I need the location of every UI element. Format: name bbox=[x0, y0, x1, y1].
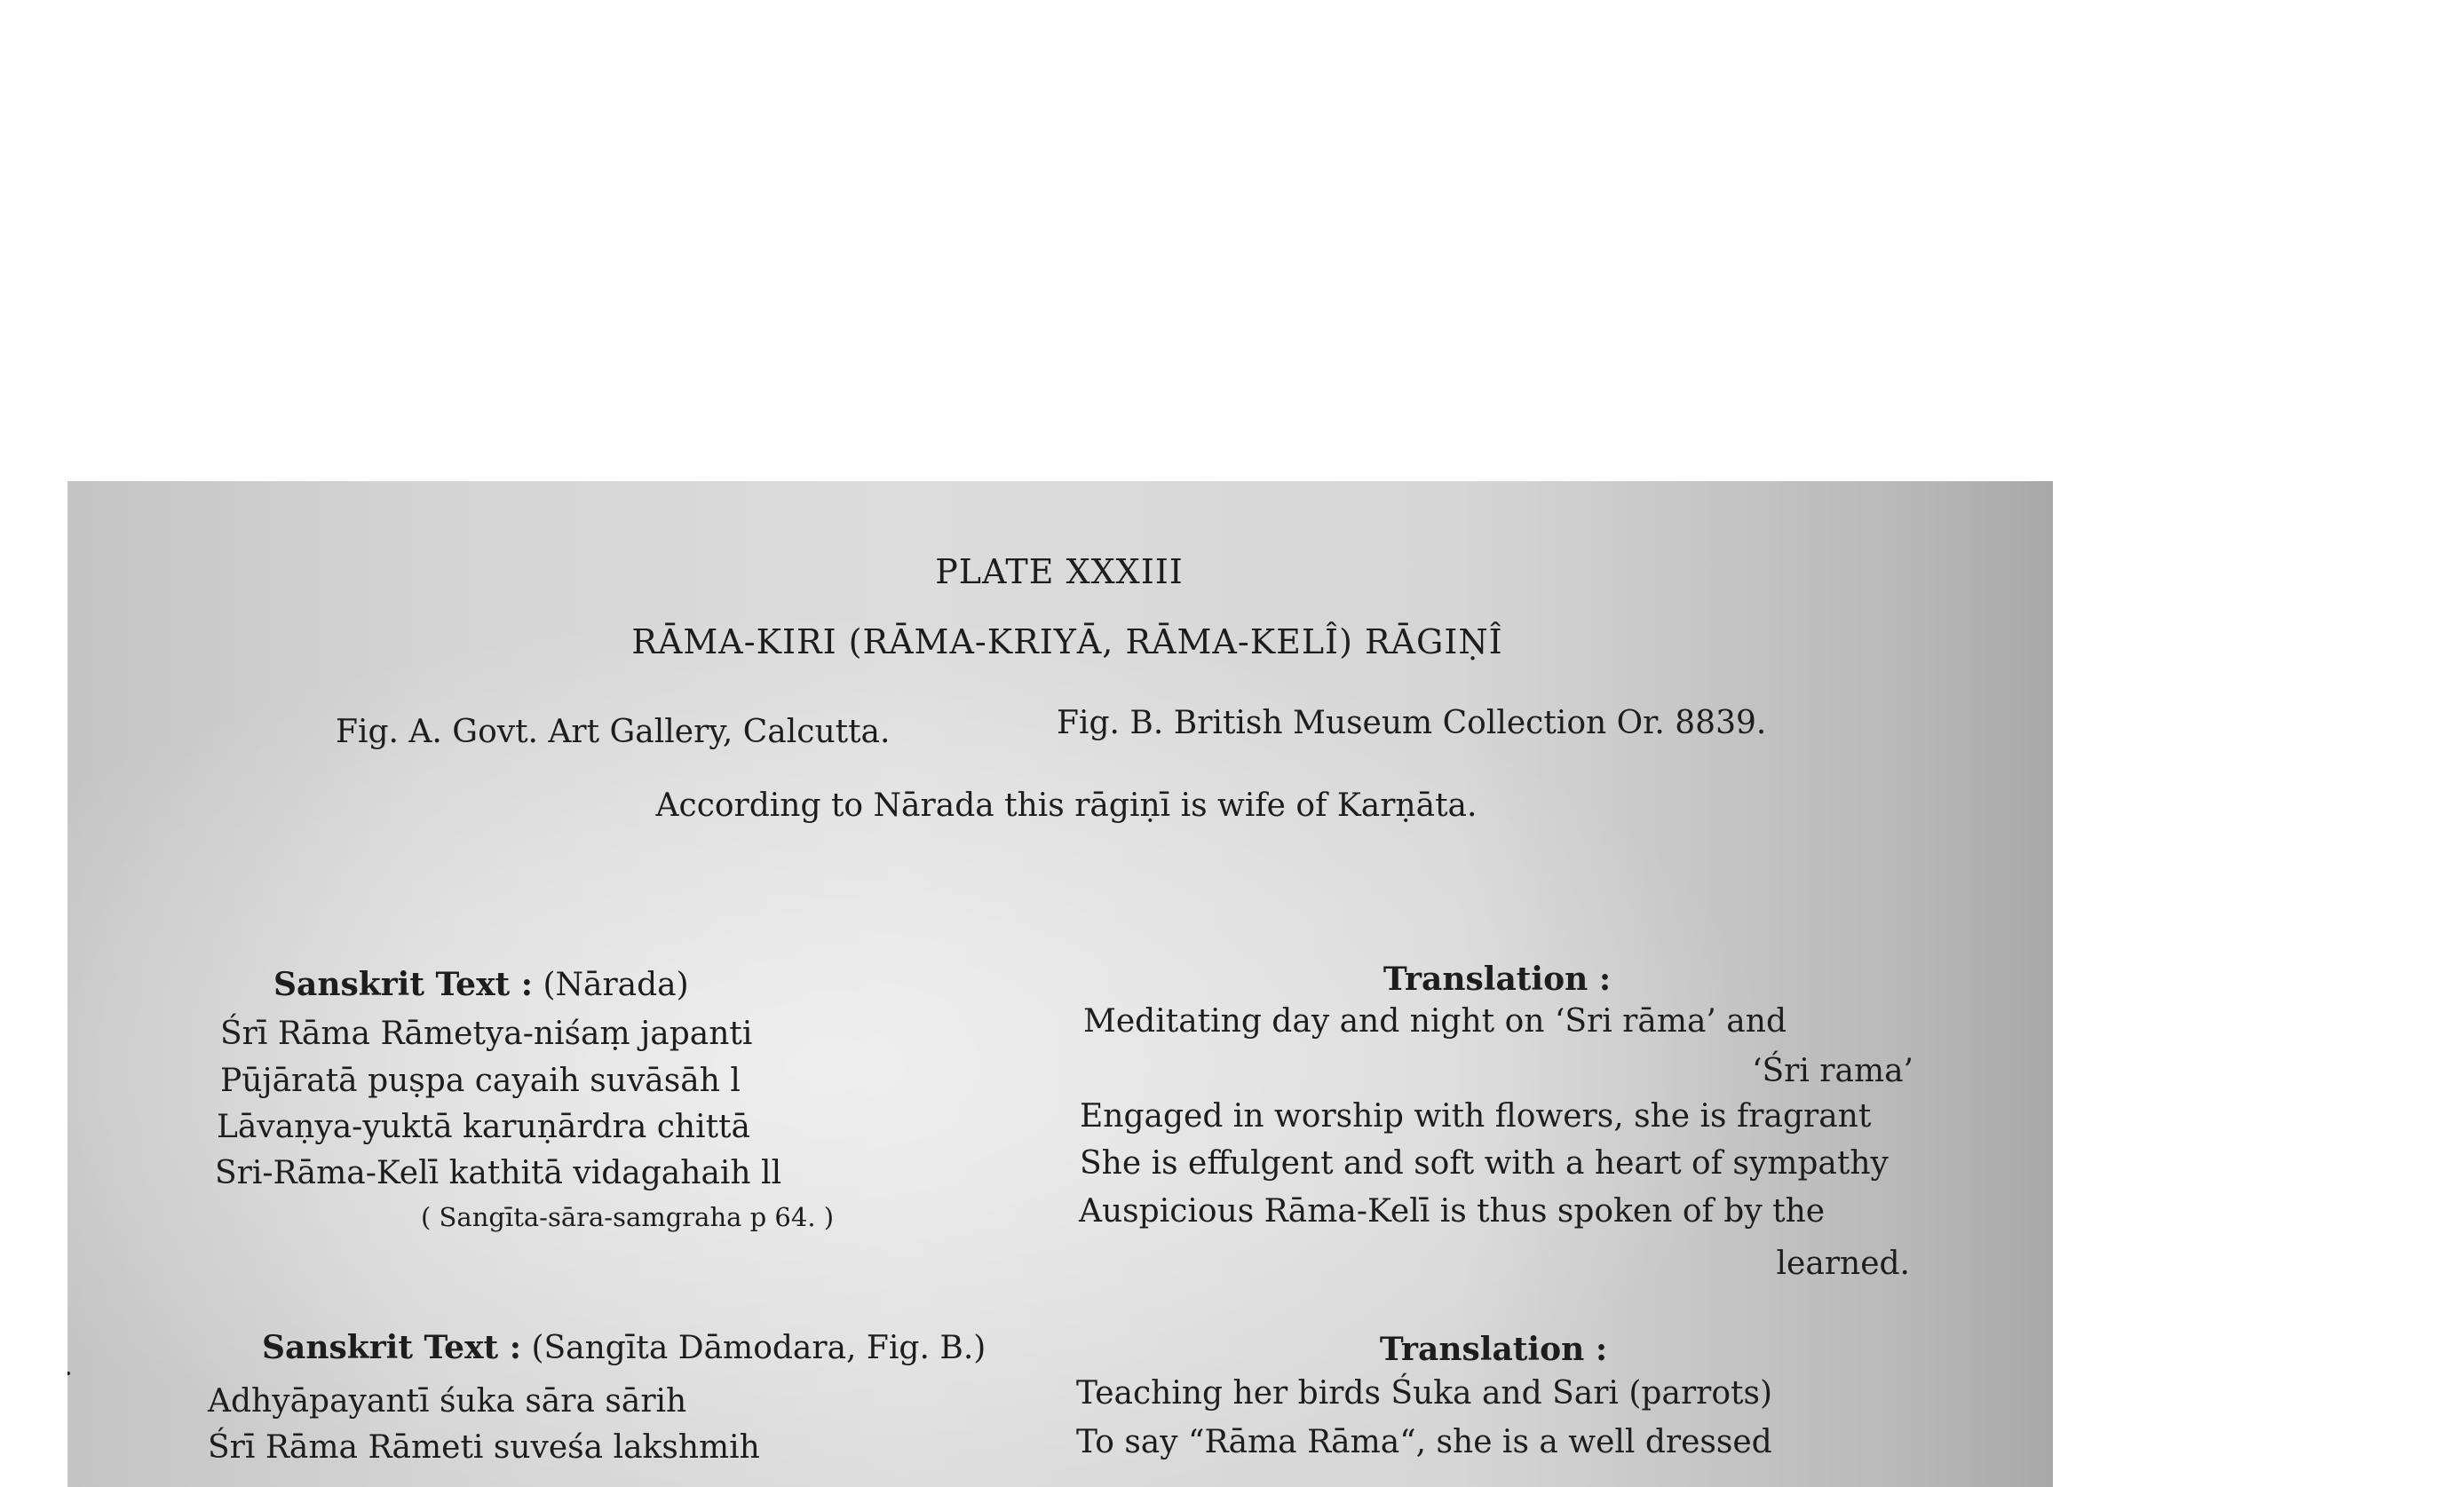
translation-line: ‘Śri rama’ bbox=[1752, 1053, 1913, 1089]
plate-number: PLATE XXXIII bbox=[935, 552, 1184, 591]
translation-line: Engaged in worship with flowers, she is fragrant bbox=[1080, 1098, 1872, 1135]
sanskrit-line: Lāvaṇya-yuktā karuṇārdra chittā bbox=[217, 1109, 750, 1145]
translation-heading-2: Translation : bbox=[1379, 1331, 1608, 1368]
sanskrit-line: Adhyāpayantī śuka sāra sārih bbox=[208, 1383, 687, 1420]
translation-line: She is effulgent and soft with a heart of sympathy bbox=[1080, 1145, 1889, 1182]
sanskrit-heading-2 bbox=[262, 1329, 986, 1366]
sanskrit-line: Sri-Rāma-Kelī kathitā vidagahaih ll bbox=[215, 1155, 782, 1191]
sanskrit-source-1: (Nārada) bbox=[533, 967, 689, 1003]
sanskrit-line: Śrī Rāma Rāmetya-niśaṃ japanti bbox=[220, 1016, 753, 1052]
sanskrit-heading-1 bbox=[273, 966, 689, 1003]
translation-line: Auspicious Rāma-Kelī is thus spoken of by the bbox=[1079, 1193, 1826, 1230]
paper-speck bbox=[67, 1372, 70, 1375]
translation-line: Teaching her birds Śuka and Sari (parrots) bbox=[1076, 1375, 1773, 1412]
sanskrit-label-2: Sanskrit Text : bbox=[262, 1329, 521, 1366]
sanskrit-line: Śrī Rāma Rāmeti suveśa lakshmih bbox=[208, 1429, 760, 1466]
translation-line: learned. bbox=[1776, 1246, 1910, 1282]
translation-heading-1: Translation : bbox=[1383, 961, 1612, 998]
sanskrit-line: Pūjāratā puṣpa cayaih suvāsāh l bbox=[220, 1063, 741, 1099]
intro-text: According to Nārada this rāgiṇī is wife of Karṇāta. bbox=[655, 787, 1478, 824]
book-page-scan bbox=[67, 481, 2053, 1487]
figure-a-caption: Fig. A. Govt. Art Gallery, Calcutta. bbox=[336, 714, 891, 750]
translation-line: To say “Rāma Rāma“, she is a well dressed bbox=[1076, 1424, 1772, 1460]
sanskrit-source-2: (Sangīta Dāmodara, Fig. B.) bbox=[521, 1330, 986, 1366]
figure-b-caption: Fig. B. British Museum Collection Or. 8839. bbox=[1057, 705, 1767, 741]
translation-line: Meditating day and night on ‘Sri rāma’ and bbox=[1083, 1003, 1787, 1040]
sanskrit-label-1: Sanskrit Text : bbox=[273, 966, 533, 1003]
citation: ( Sangīta-sāra-samgraha p 64. ) bbox=[421, 1202, 835, 1232]
raga-title: RĀMA-KIRI (RĀMA-KRIYĀ, RĀMA-KELÎ) RĀGIṆÎ bbox=[631, 622, 1503, 661]
